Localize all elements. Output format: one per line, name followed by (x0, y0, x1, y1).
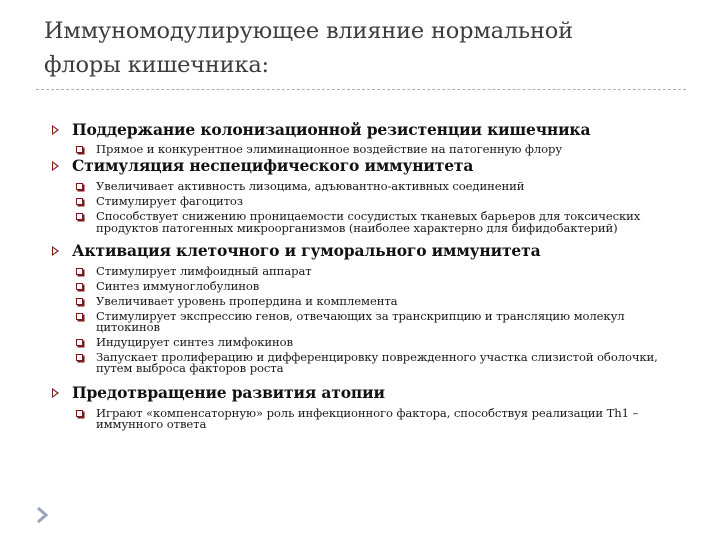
slide-title-line-1: Иммуномодулирующее влияние нормальной (44, 18, 573, 44)
list-item (48, 181, 688, 192)
list-item (48, 278, 688, 293)
section-heading (48, 120, 688, 140)
hollow-square-icon (76, 410, 83, 417)
slide-content (48, 120, 688, 431)
list-item (48, 211, 688, 234)
list-item (48, 308, 688, 335)
hollow-square-icon (76, 183, 83, 190)
list-item (48, 293, 688, 308)
section-heading-text: Поддержание колонизационной резистенции кишечника (72, 120, 591, 139)
list-item (48, 405, 688, 432)
triangle-arrow-icon (52, 388, 59, 398)
triangle-arrow-icon (52, 125, 59, 135)
list-item-text: Стимулирует фагоцитоз (96, 194, 243, 209)
hollow-square-icon (76, 313, 83, 320)
triangle-arrow-icon (52, 246, 59, 256)
item-list (48, 144, 688, 155)
list-item (48, 349, 688, 376)
list-item-text: Прямое и конкурентное элиминационное воздействие на патогенную флору (96, 142, 563, 156)
triangle-arrow-icon (52, 161, 59, 171)
list-item (48, 196, 688, 207)
list-item-text: Индуцирует синтез лимфокинов (96, 335, 293, 350)
item-list (48, 266, 688, 375)
title-divider (36, 89, 686, 90)
list-item-text: Стимулирует экспрессию генов, отвечающих за транскрипцию и трансляцию молекул цитокинов (96, 308, 625, 335)
section-heading (48, 241, 688, 261)
slide-title-line-2: флоры кишечника: (44, 52, 269, 78)
hollow-square-icon (76, 283, 83, 290)
slide-title (44, 14, 704, 82)
section-colonization-resistance (48, 120, 688, 155)
hollow-square-icon (76, 146, 83, 153)
hollow-square-icon (76, 298, 83, 305)
hollow-square-icon (76, 354, 83, 361)
list-item (48, 337, 688, 348)
section-heading-text: Предотвращение развития атопии (72, 382, 385, 402)
list-item (48, 266, 688, 277)
hollow-square-icon (76, 268, 83, 275)
section-heading-text: Активация клеточного и гуморального иммунитета (72, 241, 541, 261)
section-heading (48, 383, 688, 403)
hollow-square-icon (76, 213, 83, 220)
hollow-square-icon (76, 339, 83, 346)
list-item-text: Увеличивает активность лизоцима, адъювантно-активных соединений (96, 179, 525, 194)
item-list (48, 181, 688, 234)
list-item-text: Играют «компенсаторную» роль инфекционного фактора, способствуя реализации Th1 – иммунного ответа (96, 405, 639, 432)
section-nonspecific-immunity (48, 156, 688, 234)
corner-chevron-icon (36, 507, 52, 527)
list-item (48, 144, 688, 155)
hollow-square-icon (76, 198, 83, 205)
list-item-text: Синтез иммуноглобулинов (96, 278, 260, 293)
section-atopy-prevention (48, 383, 688, 431)
section-heading-text: Стимуляция неспецифического иммунитета (72, 156, 474, 176)
list-item-text: Стимулирует лимфоидный аппарат (96, 264, 312, 279)
list-item-text: Запускает пролиферацию и дифференцировку поврежденного участка слизистой оболочки, путем выброса факторов роста (96, 349, 658, 376)
list-item-text: Увеличивает уровень пропердина и комплемента (96, 293, 398, 308)
section-cellular-humoral-immunity (48, 241, 688, 375)
item-list (48, 405, 688, 432)
list-item-text: Способствует снижению проницаемости сосудистых тканевых барьеров для токсических продуктов патогенных микроорганизмов (наиболее характерно для бифидобактерий) (96, 209, 641, 235)
section-heading (48, 156, 688, 176)
